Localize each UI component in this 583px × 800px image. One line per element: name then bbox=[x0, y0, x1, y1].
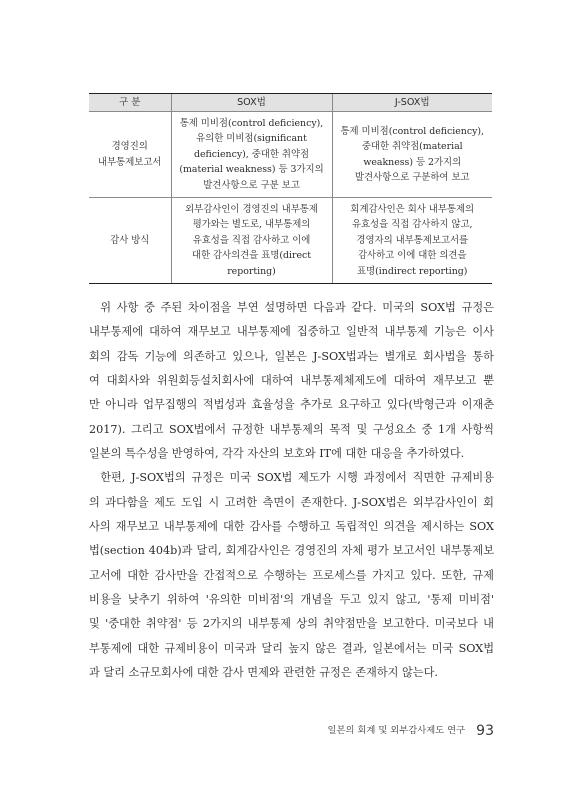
cell-line: 내부통제보고서 bbox=[98, 156, 162, 168]
cell-line: 유효성을 직접 감사하고 이에 bbox=[192, 234, 311, 246]
table-row bbox=[89, 112, 492, 198]
cell-line: reporting) bbox=[227, 265, 276, 277]
cell-line: 외부감사인이 경영진의 내부통제 bbox=[185, 204, 318, 216]
text-line: 만 아니라 업무집행의 적법성과 효율성을 추가로 요구하고 있다(박형근과 이재춘 bbox=[89, 398, 494, 412]
paragraph bbox=[89, 296, 494, 466]
cell-line: weakness) 등 2가지의 bbox=[363, 156, 462, 168]
comparison-table bbox=[89, 93, 492, 284]
text-line: 한편, J-SOX법의 규정은 미국 SOX법 제도가 시행 과정에서 직면한 규제비용 bbox=[100, 471, 494, 485]
footer-title: 일본의 회계 및 외부감사제도 연구 bbox=[327, 725, 466, 736]
sox-cell bbox=[171, 112, 332, 198]
cell-line: 경영자의 내부통제보고서를 bbox=[356, 234, 469, 246]
row-label bbox=[89, 112, 171, 198]
page-number: 93 bbox=[476, 723, 494, 739]
cell-line: 평가와는 별도로, 내부통제의 bbox=[192, 219, 311, 231]
cell-line: 발견사항으로 구분 보고 bbox=[203, 179, 300, 191]
cell-line: 회계감사인은 회사 내부통제의 bbox=[350, 204, 475, 216]
jsox-cell bbox=[332, 112, 492, 198]
cell-line: 감사하고 이에 대한 의견을 bbox=[357, 250, 467, 262]
text-line: 부통제에 대한 규제비용이 미국과 달리 높지 않은 결과, 일본에서는 미국 SOX법 bbox=[89, 641, 494, 655]
text-line: 고서에 대한 감사만을 간접적으로 수행하는 프로세스를 가지고 있다. 또한, 규제 bbox=[89, 568, 494, 582]
text-line: 일본의 특수성을 반영하여, 각각 자산의 보호와 IT에 대한 대응을 추가하였다. bbox=[89, 447, 465, 461]
cell-line: 유의한 미비점(significant bbox=[196, 133, 307, 145]
cell-line: 감사 방식 bbox=[110, 234, 150, 246]
text-line: 법(section 404b)과 달리, 회계감사인은 경영진의 자체 평가 보고서인 내부통제보 bbox=[89, 544, 494, 558]
header-jsox: J-SOX법 bbox=[332, 94, 492, 112]
text-line: 위 사항 중 주된 차이점을 부연 설명하면 다음과 같다. 미국의 SOX법 규정은 bbox=[100, 301, 494, 314]
cell-line: 통제 미비점(control deficiency), bbox=[340, 125, 485, 137]
paragraph bbox=[89, 466, 494, 685]
header-sox: SOX법 bbox=[171, 94, 332, 112]
cell-line: deficiency), 중대한 취약점 bbox=[193, 148, 310, 160]
cell-line: 대한 감사의견을 표명(direct bbox=[191, 250, 312, 262]
jsox-cell bbox=[332, 198, 492, 284]
text-line: 여 대회사와 위원회등설치회사에 대하여 내부통제체제도에 대하여 재무보고 뿐 bbox=[89, 374, 494, 388]
text-line: 및 '중대한 취약점' 등 2가지의 내부통제 상의 취약점만을 보고한다. 미국보다 내 bbox=[89, 617, 494, 631]
text-line: 내부통제에 대하여 재무보고 내부통제에 집중하고 일반적 내부통제 기능은 이사 bbox=[89, 325, 494, 339]
body-text bbox=[89, 296, 494, 686]
text-line: 의 과다함을 제도 도입 시 고려한 측면이 존재한다. J-SOX법은 외부감사인이 회 bbox=[89, 495, 494, 509]
cell-line: 유효성을 직접 감사하지 않고, bbox=[351, 219, 473, 231]
text-line: 회의 감독 기능에 의존하고 있으나, 일본은 J-SOX법과는 별개로 회사법을 통하 bbox=[89, 349, 494, 363]
text-line: 비용을 낮추기 위하여 '유의한 미비점'의 개념을 두고 있지 않고, '통제 미비점' bbox=[89, 593, 494, 607]
text-line: 2017). 그리고 SOX법에서 규정한 내부통제의 목적 및 구성요소 중 1개 사항씩 bbox=[89, 422, 494, 436]
cell-line: 통제 미비점(control deficiency), bbox=[179, 118, 324, 129]
cell-line: 중대한 취약점(material bbox=[361, 141, 463, 153]
table-row bbox=[89, 198, 492, 284]
cell-line: (material weakness) 등 3가지의 bbox=[179, 164, 324, 176]
cell-line: 경영진의 bbox=[111, 141, 148, 153]
table-header-row bbox=[89, 94, 492, 112]
cell-line: 표명(indirect reporting) bbox=[357, 265, 468, 277]
header-category: 구 분 bbox=[89, 94, 171, 112]
text-line: 과 달리 소규모회사에 대한 감사 면제와 관련한 규정은 존재하지 않는다. bbox=[89, 666, 438, 680]
cell-line: 발견사항으로 구분하여 보고 bbox=[354, 171, 470, 183]
page-footer bbox=[328, 720, 494, 739]
sox-cell bbox=[171, 198, 332, 284]
text-line: 사의 재무보고 내부통제에 대한 감사를 수행하고 독립적인 의견을 제시하는 SOX bbox=[89, 520, 494, 534]
row-label bbox=[89, 198, 171, 284]
